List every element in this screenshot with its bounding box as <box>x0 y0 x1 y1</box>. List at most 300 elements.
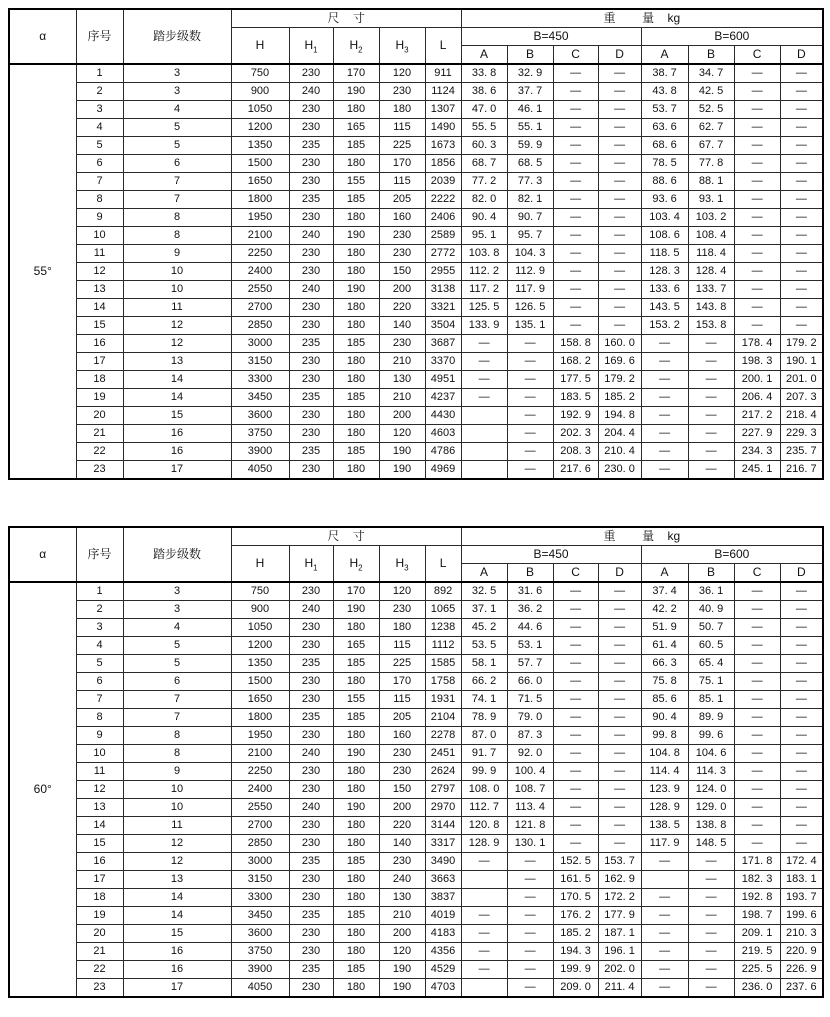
cell: — <box>598 119 641 137</box>
cell: 37. 1 <box>461 601 507 619</box>
table-row <box>9 317 823 335</box>
alpha-value: 60° <box>9 582 76 997</box>
cell: — <box>461 371 507 389</box>
serial-column-header: 序号 <box>76 9 123 64</box>
cell: — <box>780 155 823 173</box>
dimensions-group-header: 尺 寸 <box>231 9 461 28</box>
table-body <box>9 64 823 479</box>
cell: 128. 9 <box>641 799 688 817</box>
cell: 22 <box>76 961 123 979</box>
cell: 3000 <box>231 335 289 353</box>
cell <box>461 461 507 480</box>
cell: 23 <box>76 979 123 998</box>
cell: 5 <box>123 137 231 155</box>
cell: 77. 2 <box>461 173 507 191</box>
cell: — <box>734 817 780 835</box>
cell: 3144 <box>425 817 461 835</box>
cell: 3900 <box>231 961 289 979</box>
cell: 16 <box>123 443 231 461</box>
cell: 6 <box>76 155 123 173</box>
cell: 170 <box>379 673 425 691</box>
cell: 130 <box>379 889 425 907</box>
cell: 6 <box>123 155 231 173</box>
cell: 202. 3 <box>553 425 598 443</box>
col-c-header: C <box>553 564 598 583</box>
cell: 209. 1 <box>734 925 780 943</box>
cell: 180 <box>333 353 379 371</box>
cell: — <box>598 582 641 601</box>
cell: 205 <box>379 191 425 209</box>
cell: 235 <box>289 961 333 979</box>
cell: 3300 <box>231 371 289 389</box>
table-row <box>9 461 823 480</box>
cell: 95. 1 <box>461 227 507 245</box>
table-row <box>9 943 823 961</box>
cell <box>461 889 507 907</box>
cell: 190. 1 <box>780 353 823 371</box>
cell: 2 <box>76 601 123 619</box>
cell: 115 <box>379 119 425 137</box>
cell: 3 <box>123 83 231 101</box>
cell: 230 <box>379 227 425 245</box>
table-row <box>9 925 823 943</box>
cell: 126. 5 <box>507 299 553 317</box>
table-row <box>9 425 823 443</box>
cell: 9 <box>76 727 123 745</box>
cell: 50. 7 <box>688 619 734 637</box>
cell: 4 <box>76 119 123 137</box>
cell: 235. 7 <box>780 443 823 461</box>
cell: — <box>780 245 823 263</box>
cell: 17 <box>76 353 123 371</box>
cell: — <box>734 281 780 299</box>
cell: 130. 1 <box>507 835 553 853</box>
cell: 185 <box>333 853 379 871</box>
cell: 37. 7 <box>507 83 553 101</box>
cell: — <box>734 83 780 101</box>
cell: 2222 <box>425 191 461 209</box>
cell: 3370 <box>425 353 461 371</box>
cell: 180 <box>333 871 379 889</box>
cell: — <box>734 763 780 781</box>
cell: — <box>461 907 507 925</box>
cell: — <box>507 871 553 889</box>
cell: 900 <box>231 601 289 619</box>
cell: 3600 <box>231 407 289 425</box>
cell: 4 <box>76 637 123 655</box>
cell: 68. 7 <box>461 155 507 173</box>
cell: 198. 7 <box>734 907 780 925</box>
cell: 67. 7 <box>688 137 734 155</box>
cell: 205 <box>379 709 425 727</box>
dimensions-group-header: 尺 寸 <box>231 527 461 546</box>
cell: 13 <box>123 353 231 371</box>
cell: — <box>553 64 598 83</box>
cell <box>461 871 507 889</box>
cell: 12 <box>76 263 123 281</box>
col-a-header: A <box>641 46 688 65</box>
cell: — <box>598 83 641 101</box>
cell: 5 <box>123 637 231 655</box>
cell: — <box>780 119 823 137</box>
cell: — <box>780 781 823 799</box>
cell: 7 <box>123 173 231 191</box>
cell: 161. 5 <box>553 871 598 889</box>
cell: 185 <box>333 709 379 727</box>
cell: 185 <box>333 443 379 461</box>
cell: — <box>461 961 507 979</box>
cell: 193. 7 <box>780 889 823 907</box>
cell: 6 <box>123 673 231 691</box>
cell: 66. 0 <box>507 673 553 691</box>
cell: 2550 <box>231 281 289 299</box>
cell: 750 <box>231 64 289 83</box>
cell: — <box>641 353 688 371</box>
cell: 99. 6 <box>688 727 734 745</box>
cell: 44. 6 <box>507 619 553 637</box>
cell: 4183 <box>425 925 461 943</box>
cell: 108. 6 <box>641 227 688 245</box>
cell: 230 <box>289 582 333 601</box>
cell: — <box>598 227 641 245</box>
cell: 162. 9 <box>598 871 641 889</box>
cell: 78. 5 <box>641 155 688 173</box>
cell: 200 <box>379 407 425 425</box>
cell: 1 <box>76 64 123 83</box>
cell: 230 <box>289 781 333 799</box>
cell: 7 <box>76 173 123 191</box>
cell: — <box>461 389 507 407</box>
table-row <box>9 745 823 763</box>
cell: 2104 <box>425 709 461 727</box>
cell: 9 <box>123 763 231 781</box>
cell: — <box>598 763 641 781</box>
cell: 4703 <box>425 979 461 998</box>
cell: — <box>734 227 780 245</box>
cell: 108. 0 <box>461 781 507 799</box>
cell: 170. 5 <box>553 889 598 907</box>
cell: 210. 3 <box>780 925 823 943</box>
cell: — <box>507 961 553 979</box>
cell: — <box>780 101 823 119</box>
cell: 155 <box>333 173 379 191</box>
cell: — <box>780 317 823 335</box>
cell: — <box>553 655 598 673</box>
col-h1-header: $H_1$ <box>289 28 333 65</box>
cell: 8 <box>76 709 123 727</box>
cell: 3321 <box>425 299 461 317</box>
cell: 180 <box>379 619 425 637</box>
cell: 210. 4 <box>598 443 641 461</box>
cell: 220 <box>379 299 425 317</box>
cell: 23 <box>76 461 123 480</box>
cell: — <box>734 299 780 317</box>
cell: — <box>734 835 780 853</box>
cell: 14 <box>76 299 123 317</box>
cell: 2400 <box>231 781 289 799</box>
cell: 225. 5 <box>734 961 780 979</box>
cell: 138. 5 <box>641 817 688 835</box>
cell: 177. 5 <box>553 371 598 389</box>
cell: 183. 1 <box>780 871 823 889</box>
cell: — <box>553 155 598 173</box>
cell: — <box>688 371 734 389</box>
cell: 155 <box>333 691 379 709</box>
cell: 158. 8 <box>553 335 598 353</box>
cell: — <box>598 191 641 209</box>
cell: 3000 <box>231 853 289 871</box>
cell: 14 <box>123 389 231 407</box>
cell: 172. 2 <box>598 889 641 907</box>
cell: 21 <box>76 425 123 443</box>
cell: 9 <box>76 209 123 227</box>
cell: 120 <box>379 425 425 443</box>
cell: 42. 5 <box>688 83 734 101</box>
cell: 235 <box>289 335 333 353</box>
cell: 117. 9 <box>507 281 553 299</box>
cell: 180 <box>333 979 379 998</box>
cell: — <box>641 907 688 925</box>
cell: 230 <box>289 461 333 480</box>
cell: 3504 <box>425 317 461 335</box>
cell: 1500 <box>231 155 289 173</box>
cell: 2700 <box>231 817 289 835</box>
cell: 47. 0 <box>461 101 507 119</box>
cell: 3450 <box>231 907 289 925</box>
cell: — <box>688 335 734 353</box>
col-d-header: D <box>780 564 823 583</box>
cell: — <box>553 582 598 601</box>
cell: 177. 9 <box>598 907 641 925</box>
cell: 235 <box>289 443 333 461</box>
cell: 911 <box>425 64 461 83</box>
cell: — <box>734 781 780 799</box>
cell: 5 <box>123 119 231 137</box>
cell: — <box>553 245 598 263</box>
cell: 210 <box>379 389 425 407</box>
cell: 13 <box>123 871 231 889</box>
table-row <box>9 389 823 407</box>
cell: — <box>688 407 734 425</box>
cell: 199. 6 <box>780 907 823 925</box>
cell: 12 <box>123 317 231 335</box>
col-a-header: A <box>461 564 507 583</box>
cell: — <box>734 209 780 227</box>
cell: 60. 3 <box>461 137 507 155</box>
cell: 153. 8 <box>688 317 734 335</box>
cell: 120. 8 <box>461 817 507 835</box>
cell: 185 <box>333 961 379 979</box>
cell: 218. 4 <box>780 407 823 425</box>
cell: 12 <box>123 835 231 853</box>
cell: 180 <box>333 727 379 745</box>
cell: 240 <box>289 745 333 763</box>
cell: 230 <box>289 943 333 961</box>
cell: 112. 7 <box>461 799 507 817</box>
cell: 217. 2 <box>734 407 780 425</box>
dimension-weight-table-60deg <box>8 526 824 998</box>
cell: — <box>641 407 688 425</box>
cell: 230 <box>289 925 333 943</box>
cell: 1800 <box>231 191 289 209</box>
cell: 1856 <box>425 155 461 173</box>
cell: 88. 1 <box>688 173 734 191</box>
cell: 230 <box>289 727 333 745</box>
cell: 114. 4 <box>641 763 688 781</box>
cell: 185 <box>333 191 379 209</box>
cell: 93. 1 <box>688 191 734 209</box>
cell: — <box>553 281 598 299</box>
cell: 16 <box>76 335 123 353</box>
cell: 180 <box>333 461 379 480</box>
cell: — <box>598 673 641 691</box>
table-row <box>9 119 823 137</box>
cell: 21 <box>76 943 123 961</box>
cell: 16 <box>76 853 123 871</box>
table-row <box>9 655 823 673</box>
cell: — <box>641 371 688 389</box>
cell: 32. 9 <box>507 64 553 83</box>
col-h3-header: $H_3$ <box>379 28 425 65</box>
cell: — <box>507 461 553 480</box>
cell: — <box>598 799 641 817</box>
cell: — <box>461 335 507 353</box>
cell: — <box>598 173 641 191</box>
cell: 190 <box>379 443 425 461</box>
cell: 180 <box>333 407 379 425</box>
cell: 32. 5 <box>461 582 507 601</box>
table-row <box>9 673 823 691</box>
cell: 135. 1 <box>507 317 553 335</box>
cell: 208. 3 <box>553 443 598 461</box>
cell: 1307 <box>425 101 461 119</box>
cell: 90. 4 <box>461 209 507 227</box>
cell: 200. 1 <box>734 371 780 389</box>
cell: 33. 8 <box>461 64 507 83</box>
cell: 71. 5 <box>507 691 553 709</box>
cell: — <box>688 443 734 461</box>
table-row <box>9 101 823 119</box>
cell: 120 <box>379 943 425 961</box>
cell: 240 <box>289 281 333 299</box>
cell: — <box>780 691 823 709</box>
cell: 190 <box>333 799 379 817</box>
cell: 10 <box>123 781 231 799</box>
cell: — <box>734 655 780 673</box>
table-row <box>9 853 823 871</box>
col-a-header: A <box>641 564 688 583</box>
cell: 58. 1 <box>461 655 507 673</box>
cell: 43. 8 <box>641 83 688 101</box>
cell: 190 <box>333 601 379 619</box>
cell: — <box>734 709 780 727</box>
cell: 240 <box>379 871 425 889</box>
cell: — <box>688 979 734 998</box>
cell: 179. 2 <box>780 335 823 353</box>
cell: 190 <box>379 979 425 998</box>
cell: 230 <box>289 979 333 998</box>
cell: 180 <box>333 317 379 335</box>
cell: — <box>780 727 823 745</box>
cell: — <box>553 763 598 781</box>
cell: 235 <box>289 907 333 925</box>
cell: 1673 <box>425 137 461 155</box>
cell: 125. 5 <box>461 299 507 317</box>
cell: — <box>553 137 598 155</box>
cell: 230 <box>289 835 333 853</box>
cell <box>641 871 688 889</box>
cell: 3600 <box>231 925 289 943</box>
cell: 123. 9 <box>641 781 688 799</box>
cell: 10 <box>76 227 123 245</box>
cell: 172. 4 <box>780 853 823 871</box>
cell: 169. 6 <box>598 353 641 371</box>
cell: 15 <box>123 407 231 425</box>
cell: 3 <box>76 101 123 119</box>
table-row <box>9 637 823 655</box>
cell: 11 <box>123 299 231 317</box>
cell: 185. 2 <box>598 389 641 407</box>
cell: — <box>507 371 553 389</box>
cell: 75. 8 <box>641 673 688 691</box>
cell: 230 <box>289 871 333 889</box>
cell: 230 <box>289 371 333 389</box>
cell: 3 <box>76 619 123 637</box>
cell: 209. 0 <box>553 979 598 998</box>
cell: 190 <box>333 227 379 245</box>
cell: 91. 7 <box>461 745 507 763</box>
cell: 74. 1 <box>461 691 507 709</box>
cell: 87. 0 <box>461 727 507 745</box>
cell: 14 <box>76 817 123 835</box>
cell: 153. 7 <box>598 853 641 871</box>
cell: 1490 <box>425 119 461 137</box>
cell: — <box>553 83 598 101</box>
cell: 180 <box>333 155 379 173</box>
table-row <box>9 407 823 425</box>
cell: 185 <box>333 655 379 673</box>
cell: 230 <box>379 245 425 263</box>
cell: 150 <box>379 263 425 281</box>
cell: 10 <box>123 263 231 281</box>
col-l-header: L <box>425 546 461 583</box>
col-d-header: D <box>598 46 641 65</box>
cell: — <box>507 853 553 871</box>
cell: 192. 8 <box>734 889 780 907</box>
cell: 128. 3 <box>641 263 688 281</box>
col-b-header: B <box>688 564 734 583</box>
cell: 180 <box>379 101 425 119</box>
cell: 15 <box>76 835 123 853</box>
table-row <box>9 817 823 835</box>
cell: 230 <box>289 691 333 709</box>
cell: — <box>641 389 688 407</box>
cell: 1931 <box>425 691 461 709</box>
cell: 750 <box>231 582 289 601</box>
cell: 178. 4 <box>734 335 780 353</box>
cell: — <box>507 907 553 925</box>
cell: — <box>598 281 641 299</box>
cell: — <box>688 943 734 961</box>
cell: 153. 2 <box>641 317 688 335</box>
cell: — <box>598 745 641 763</box>
cell: 95. 7 <box>507 227 553 245</box>
cell: — <box>598 263 641 281</box>
cell: — <box>780 137 823 155</box>
table-row <box>9 191 823 209</box>
cell: — <box>780 835 823 853</box>
cell: 170 <box>333 64 379 83</box>
